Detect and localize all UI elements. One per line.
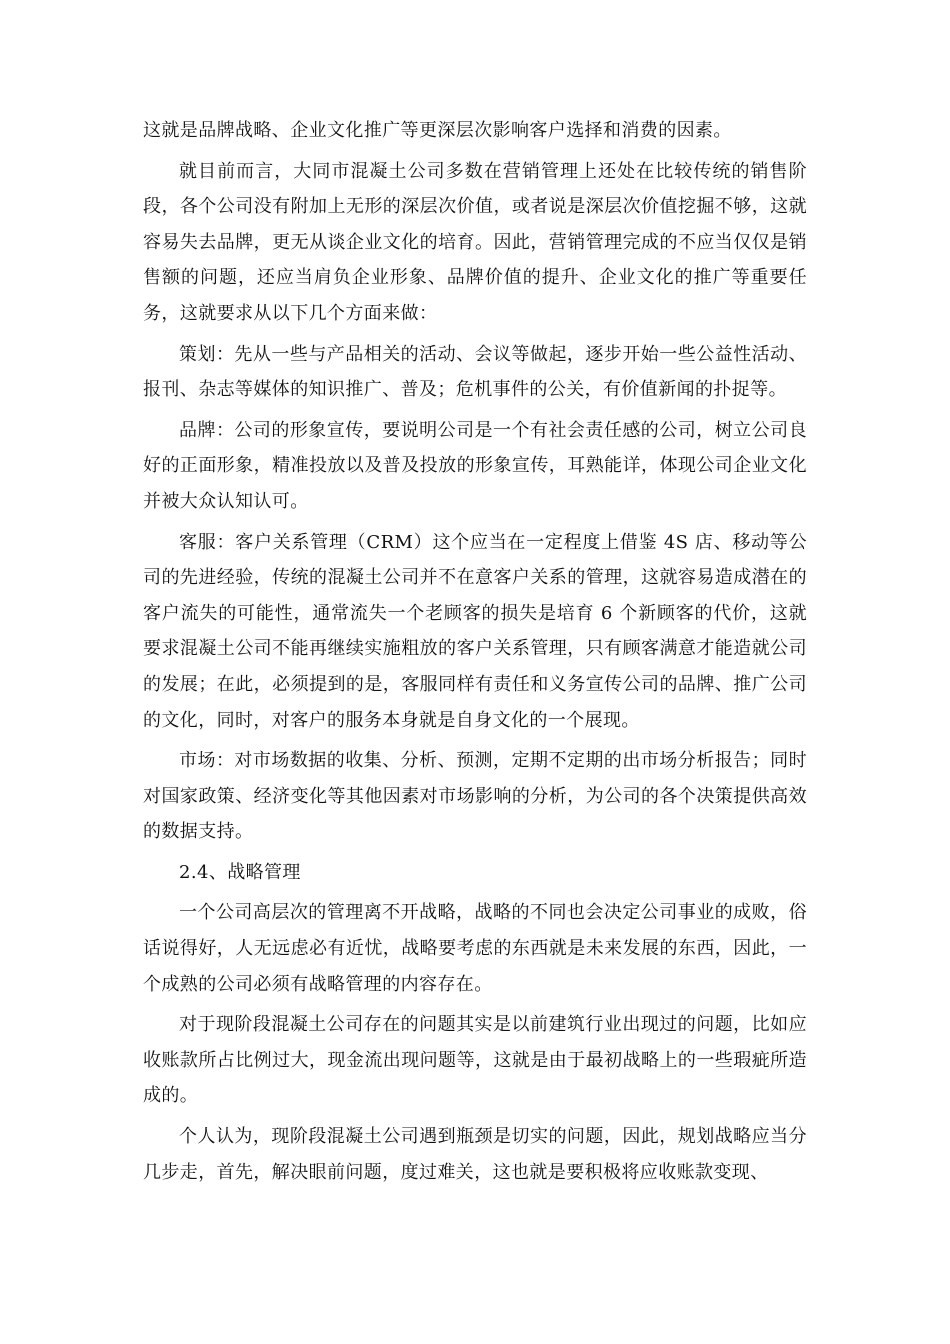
document-body bbox=[143, 113, 807, 1190]
section-heading-strategy-management: 2.4、战略管理 bbox=[179, 861, 301, 883]
paragraph-brand: 品牌：公司的形象宣传，要说明公司是一个有社会责任感的公司，树立公司良好的正面形象，精准投放以及普及投放的形象宣传，耳熟能详，体现公司企业文化并被大众认知认可。 bbox=[143, 419, 807, 512]
paragraph-brand-strategy-tail: 这就是品牌战略、企业文化推广等更深层次影响客户选择和消费的因素。 bbox=[143, 120, 732, 141]
paragraph-personal-view: 个人认为，现阶段混凝土公司遇到瓶颈是切实的问题，因此，规划战略应当分几步走，首先，解决眼前问题，度过难关，这也就是要积极将应收账款变现、 bbox=[143, 1126, 807, 1183]
paragraph-planning: 策划：先从一些与产品相关的活动、会议等做起，逐步开始一些公益性活动、报刊、杂志等媒体的知识推广、普及；危机事件的公关，有价值新闻的扑捉等。 bbox=[143, 343, 807, 401]
paragraph-marketing-management: 就目前而言，大同市混凝土公司多数在营销管理上还处在比较传统的销售阶段，各个公司没有附加上无形的深层次价值，或者说是深层次价值挖掘不够，这就容易失去品牌，更无从谈企业文化的培育。因此，营销管理完成的不应当仅仅是销售额的问题，还应当肩负企业形象、品牌价值的提升、企业文化的推广等重要任务，这就要求从以下几个方面来做： bbox=[143, 160, 807, 324]
paragraph-market: 市场：对市场数据的收集、分析、预测，定期不定期的出市场分析报告；同时对国家政策、经济变化等其他因素对市场影响的分析，为公司的各个决策提供高效的数据支持。 bbox=[143, 750, 807, 843]
paragraph-current-problems: 对于现阶段混凝土公司存在的问题其实是以前建筑行业出现过的问题，比如应收账款所占比例过大，现金流出现问题等，这就是由于最初战略上的一些瑕疵所造成的。 bbox=[143, 1014, 807, 1107]
paragraph-customer-service: 客服：客户关系管理（CRM）这个应当在一定程度上借鉴 4S 店、移动等公司的先进经验，传统的混凝土公司并不在意客户关系的管理，这就容易造成潜在的客户流失的可能性，通常流失一个老顾客的损失是培育 6 个新顾客的代价，这就要求混凝土公司不能再继续实施粗放的客户关系管理，只有顾客满意才能造就公司的发展；在此，必须提到的是，客服同样有责任和义务宣传公司的品牌、推广公司的文化，同时，对客户的服务本身就是自身文化的一个展现。 bbox=[143, 531, 807, 731]
paragraph-strategy-intro: 一个公司高层次的管理离不开战略，战略的不同也会决定公司事业的成败，俗话说得好，人无远虑必有近忧，战略要考虑的东西就是未来发展的东西，因此，一个成熟的公司必须有战略管理的内容存在。 bbox=[143, 902, 807, 995]
